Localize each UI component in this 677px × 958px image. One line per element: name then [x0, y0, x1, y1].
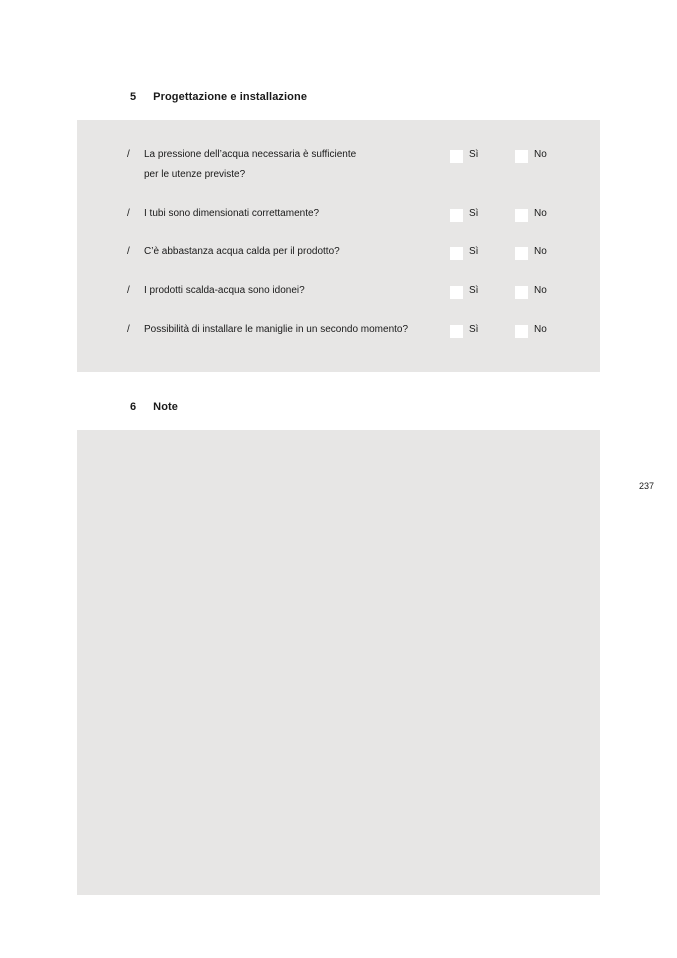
yes-checkbox[interactable] [450, 325, 463, 338]
no-checkbox[interactable] [515, 286, 528, 299]
question-line: C’è abbastanza acqua calda per il prodotto? [144, 246, 340, 257]
question-line: per le utenze previste? [144, 169, 246, 180]
no-label: No [534, 285, 547, 296]
no-label: No [534, 208, 547, 219]
question-line: La pressione dell’acqua necessaria è sufficiente [144, 149, 357, 160]
yes-checkbox[interactable] [450, 150, 463, 163]
question-line: I tubi sono dimensionati correttamente? [144, 208, 320, 219]
checklist-panel [77, 120, 600, 372]
notes-area[interactable] [77, 430, 600, 895]
section-number: 5 [130, 91, 137, 103]
item-marker: / [127, 246, 130, 257]
question-text [144, 320, 444, 340]
yes-label: Sì [469, 246, 479, 257]
section-title: Progettazione e installazione [153, 91, 308, 103]
no-checkbox[interactable] [515, 247, 528, 260]
item-marker: / [127, 149, 130, 160]
no-label: No [534, 324, 547, 335]
section-heading-notes [130, 401, 178, 413]
no-checkbox[interactable] [515, 325, 528, 338]
question-text [144, 204, 444, 224]
question-text [144, 242, 444, 262]
yes-label: Sì [469, 324, 479, 335]
section-heading-installation [130, 91, 307, 103]
no-label: No [534, 246, 547, 257]
no-checkbox[interactable] [515, 209, 528, 222]
yes-checkbox[interactable] [450, 247, 463, 260]
yes-label: Sì [469, 149, 479, 160]
section-number: 6 [130, 401, 137, 413]
page-number: 237 [639, 481, 655, 491]
yes-label: Sì [469, 285, 479, 296]
no-label: No [534, 149, 547, 160]
no-checkbox[interactable] [515, 150, 528, 163]
item-marker: / [127, 285, 130, 296]
question-text [144, 145, 444, 185]
question-line: Possibilità di installare le maniglie in un secondo momento? [144, 324, 409, 335]
section-title: Note [153, 401, 179, 413]
yes-checkbox[interactable] [450, 286, 463, 299]
yes-label: Sì [469, 208, 479, 219]
yes-checkbox[interactable] [450, 209, 463, 222]
question-line: I prodotti scalda-acqua sono idonei? [144, 285, 305, 296]
item-marker: / [127, 324, 130, 335]
question-text [144, 281, 444, 301]
item-marker: / [127, 208, 130, 219]
